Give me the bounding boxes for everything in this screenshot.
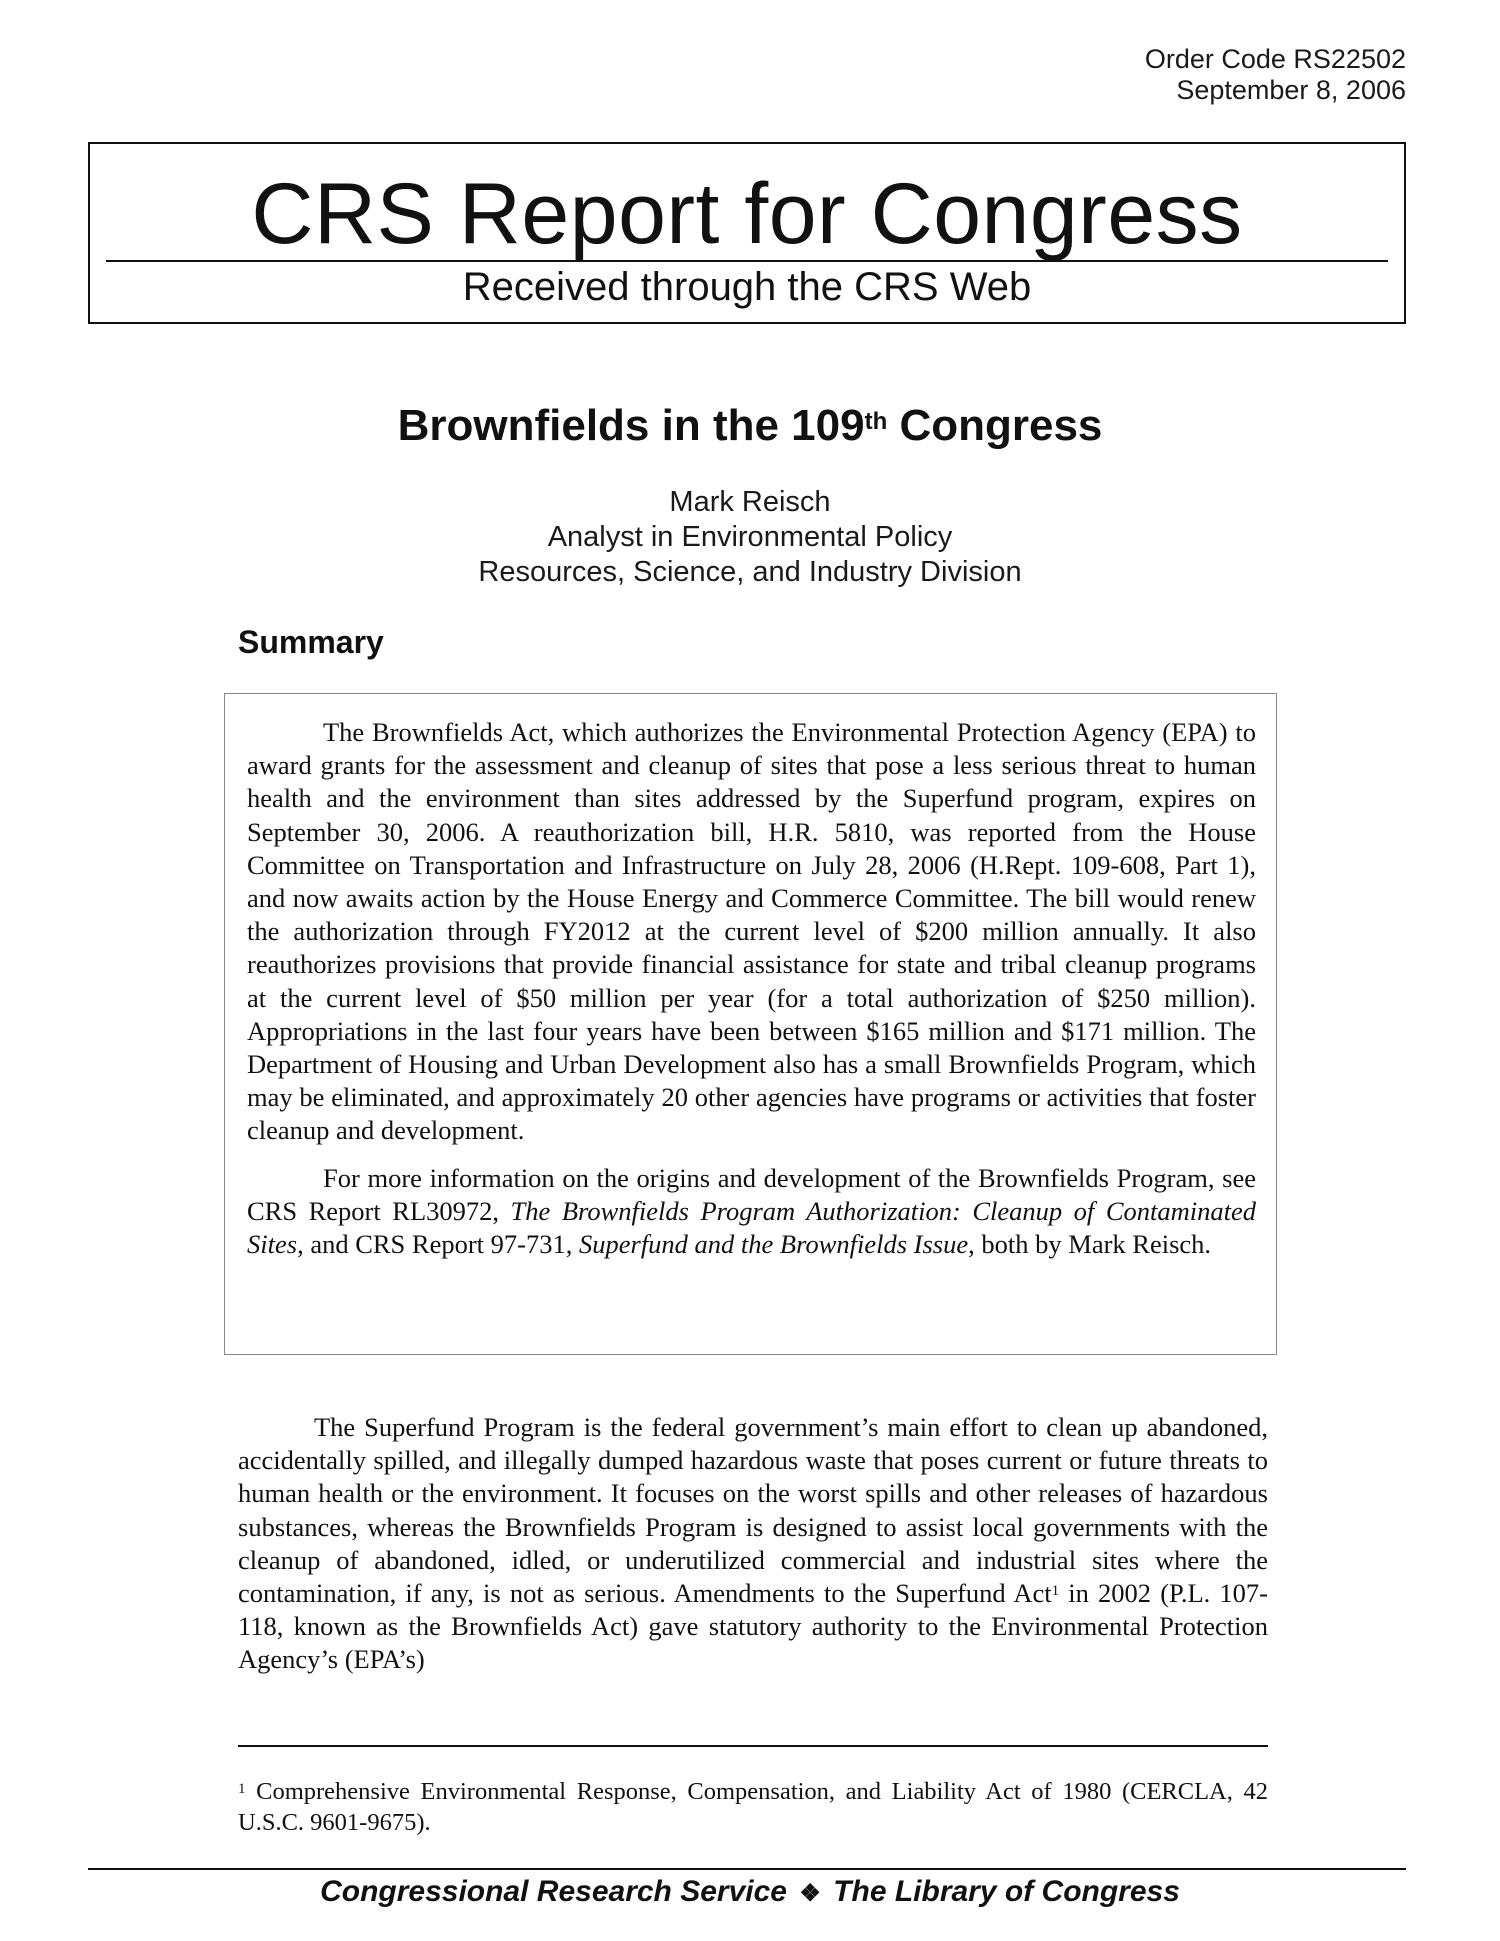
body-para1-text-a: The Superfund Program is the federal government’s main effort to clean up abandoned, accidentally spilled, and illegally dumped hazardous waste that poses current or future threats to human health or the environment. It focuses on the worst spills and other releases of hazardous substances, whereas the Brownfields Program is designed to assist local governments with the cleanup of abandoned, idled, or underutilized commercial and industrial sites where the contamination, if any, is not as serious. Amendments to the Superfund Act (238, 1412, 1268, 1609)
summary-paragraph-1: The Brownfields Act, which authorizes the Environmental Protection Agency (EPA) to award grants for the assessment and cleanup of sites that pose a less serious threat to human health and the environment than sites addressed by the Superfund program, expires on September 30, 2006. A reauthorization bill, H.R. 5810, was reported from the House Committee on Transportation and Infrastructure on July 28, 2006 (H.Rept. 109-608, Part 1), and now awaits action by the House Energy and Commerce Committee. The bill would renew the authorization through FY2012 at the current level of $200 million annually. It also reauthorizes provisions that provide financial assistance for state and tribal cleanup programs at the current level of $50 million per year (for a total authorization of $250 million). Appropriations in the last four years have been between $165 million and $171 million. The Department of Housing and Urban Development also has a small Brownfields Program, which may be eliminated, and approximately 20 other agencies have programs or activities that foster cleanup and development. (247, 717, 1256, 1146)
footer-right: The Library of Congress (833, 1875, 1180, 1908)
report-title-end: Congress (887, 401, 1103, 450)
report-title (0, 400, 1500, 452)
footer-divider (88, 1868, 1406, 1870)
footnote-text: Comprehensive Environmental Response, Compensation, and Liability Act of 1980 (CERCLA, 42 U.S.C. 9601-9675). (238, 1778, 1268, 1836)
banner-subtitle: Received through the CRS Web (462, 265, 1032, 309)
report-title-97-731: Superfund and the Brownfields Issue (579, 1229, 969, 1260)
order-code: Order Code RS22502 (1144, 44, 1406, 74)
footnote-reference: 1 (1051, 1583, 1060, 1600)
report-date: September 8, 2006 (1176, 75, 1406, 105)
footnote (238, 1776, 1268, 1838)
author-division: Resources, Science, and Industry Division (478, 556, 1022, 588)
report-banner (88, 142, 1406, 324)
report-title-main: Brownfields in the 109 (397, 401, 865, 450)
footer-left: Congressional Research Service (320, 1875, 787, 1908)
summary-para2-text-b: , and CRS Report 97-731, (297, 1229, 579, 1260)
summary-para2-text-c: , both by Mark Reisch. (968, 1229, 1212, 1260)
author-name: Mark Reisch (669, 486, 831, 518)
page-footer (0, 1872, 1500, 1914)
footnote-divider (238, 1745, 1268, 1747)
author-position: Analyst in Environmental Policy (547, 521, 953, 553)
body-paragraph-1 (238, 1411, 1268, 1677)
report-title-superscript: th (864, 408, 888, 435)
footnote-number: 1 (238, 1781, 246, 1797)
banner-divider (106, 260, 1388, 262)
order-info (1145, 44, 1406, 106)
summary-paragraph-2 (247, 1162, 1256, 1262)
report-title-rl30972: The Brownfields Program Authorization: Cleanup of Contaminated Sites (247, 1195, 1256, 1260)
author-block (0, 485, 1500, 590)
banner-title: CRS Report for Congress (251, 166, 1243, 262)
summary-para2-text-a: For more information on the origins and development of the Brownfields Program, see CRS Report RL30972, (247, 1162, 1256, 1226)
summary-heading: Summary (238, 624, 384, 660)
body-para1-text-b: in 2002 (P.L. 107-118, known as the Brownfields Act) gave statutory authority to the Environmental Protection Agency’s (EPA’s) (238, 1578, 1268, 1675)
summary-box (224, 693, 1277, 1355)
diamond-icon: ❖ (799, 1880, 821, 1907)
